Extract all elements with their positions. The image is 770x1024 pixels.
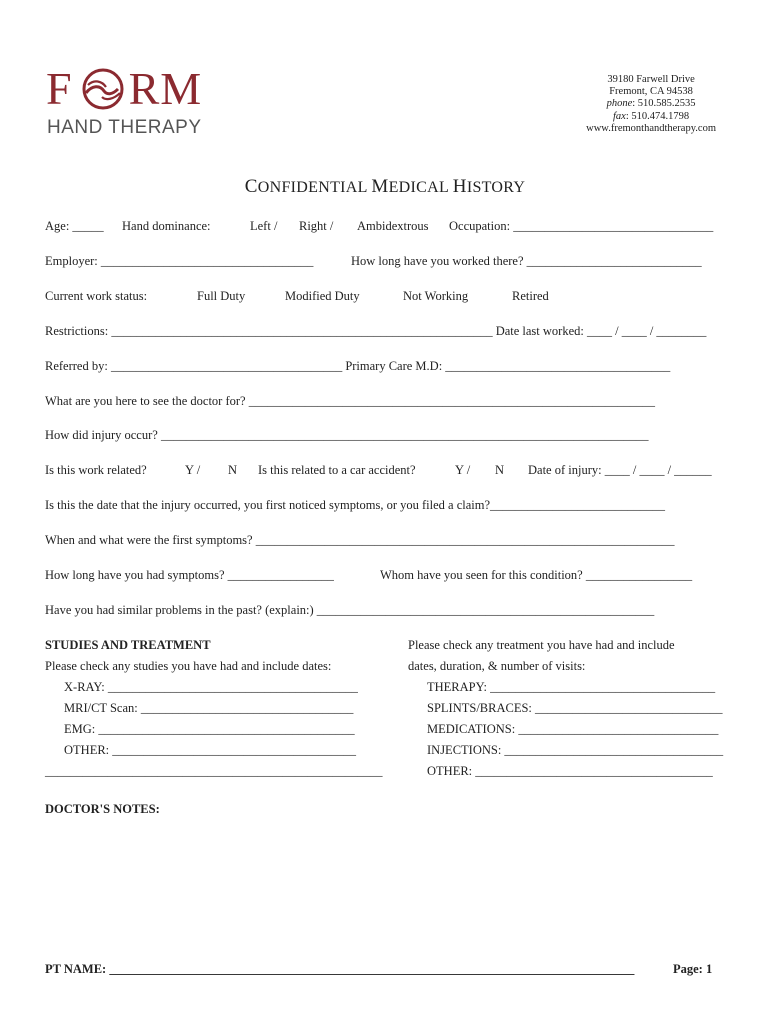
option-ambidextrous[interactable]: Ambidextrous — [357, 219, 429, 233]
date-of-injury-field[interactable]: Date of injury: ____ / ____ / ______ — [528, 463, 712, 477]
employer-field[interactable]: Employer: __________________________________ — [45, 254, 314, 268]
car-accident-yes[interactable]: Y / — [455, 463, 471, 477]
address-fax: fax: 510.474.1798 — [613, 110, 690, 122]
treatment-instruction-2: dates, duration, & number of visits: — [408, 659, 586, 673]
symptoms-duration-field[interactable]: How long have you had symptoms? _________________ — [45, 568, 334, 582]
option-full-duty[interactable]: Full Duty — [197, 289, 246, 303]
clinic-address — [586, 74, 716, 135]
emg-field[interactable]: EMG: _________________________________________ — [64, 722, 355, 736]
address-city: Fremont, CA 94538 — [609, 86, 693, 98]
therapy-field[interactable]: THERAPY: ____________________________________ — [427, 680, 716, 694]
studies-other-field[interactable]: OTHER: _______________________________________ — [64, 743, 357, 757]
medications-field[interactable]: MEDICATIONS: ________________________________ — [427, 722, 719, 736]
injury-cause-field[interactable]: How did injury occur? ______________________________________________________________________________ — [45, 428, 649, 442]
car-accident-label: Is this related to a car accident? — [258, 463, 416, 477]
logo-subtitle: HAND THERAPY — [47, 117, 202, 138]
date-meaning-field[interactable]: Is this the date that the injury occurred, you first noticed symptoms, or you filed a claim?____________________________ — [45, 498, 666, 512]
address-phone: phone: 510.585.2535 — [606, 98, 696, 110]
logo-letter-f: F — [46, 63, 73, 114]
option-modified-duty[interactable]: Modified Duty — [285, 289, 360, 303]
splints-field[interactable]: SPLINTS/BRACES: ______________________________ — [427, 701, 723, 715]
xray-field[interactable]: X-RAY: ________________________________________ — [64, 680, 358, 694]
work-status-label: Current work status: — [45, 289, 148, 303]
option-right[interactable]: Right / — [299, 219, 334, 233]
similar-problems-field[interactable]: Have you had similar problems in the past? (explain:) ______________________________________________________ — [45, 603, 655, 617]
studies-extra-line[interactable]: ______________________________________________________ — [45, 764, 383, 778]
studies-heading: STUDIES AND TREATMENT — [45, 638, 211, 652]
address-website: www.fremonthandtherapy.com — [586, 122, 716, 134]
doctors-notes-area[interactable] — [45, 822, 725, 942]
work-related-no[interactable]: N — [228, 463, 238, 477]
mri-field[interactable]: MRI/CT Scan: __________________________________ — [64, 701, 354, 715]
injections-field[interactable]: INJECTIONS: ___________________________________ — [427, 743, 724, 757]
how-long-worked-field[interactable]: How long have you worked there? ____________________________ — [351, 254, 702, 268]
work-related-yes[interactable]: Y / — [185, 463, 201, 477]
restrictions-field[interactable]: Restrictions: _____________________________________________________________ Date last worked: ____ / ____ / ________ — [45, 324, 707, 338]
seen-by-field[interactable]: Whom have you seen for this condition? _________________ — [380, 568, 693, 582]
treatment-instruction-1: Please check any treatment you have had and include — [408, 638, 675, 652]
occupation-field[interactable]: Occupation: ________________________________ — [449, 219, 714, 233]
option-left[interactable]: Left / — [250, 219, 278, 233]
option-retired[interactable]: Retired — [512, 289, 549, 303]
visit-reason-field[interactable]: What are you here to see the doctor for? _________________________________________________________________ — [45, 394, 655, 408]
referred-by-field[interactable]: Referred by: _____________________________________ Primary Care M.D: ____________________________________ — [45, 359, 671, 373]
address-street: 39180 Farwell Drive — [607, 74, 695, 85]
car-accident-no[interactable]: N — [495, 463, 505, 477]
age-field[interactable]: Age: _____ — [45, 219, 104, 233]
studies-instruction: Please check any studies you have had and include dates: — [45, 659, 332, 673]
first-symptoms-field[interactable]: When and what were the first symptoms? ___________________________________________________________________ — [45, 533, 675, 547]
doctors-notes-heading: DOCTOR'S NOTES: — [45, 802, 160, 816]
page-number: Page: 1 — [673, 962, 713, 976]
treatment-other-field[interactable]: OTHER: ______________________________________ — [427, 764, 713, 778]
option-not-working[interactable]: Not Working — [403, 289, 469, 303]
logo-letters-rm: RM — [128, 63, 203, 114]
page-title: CONFIDENTIAL MEDICAL HISTORY — [244, 176, 526, 197]
work-related-label: Is this work related? — [45, 463, 147, 477]
patient-name-field[interactable]: PT NAME: ____________________________________________________________________________________ — [45, 962, 635, 976]
hands-logo-icon — [76, 67, 130, 111]
hand-dominance-label: Hand dominance: — [122, 219, 211, 233]
